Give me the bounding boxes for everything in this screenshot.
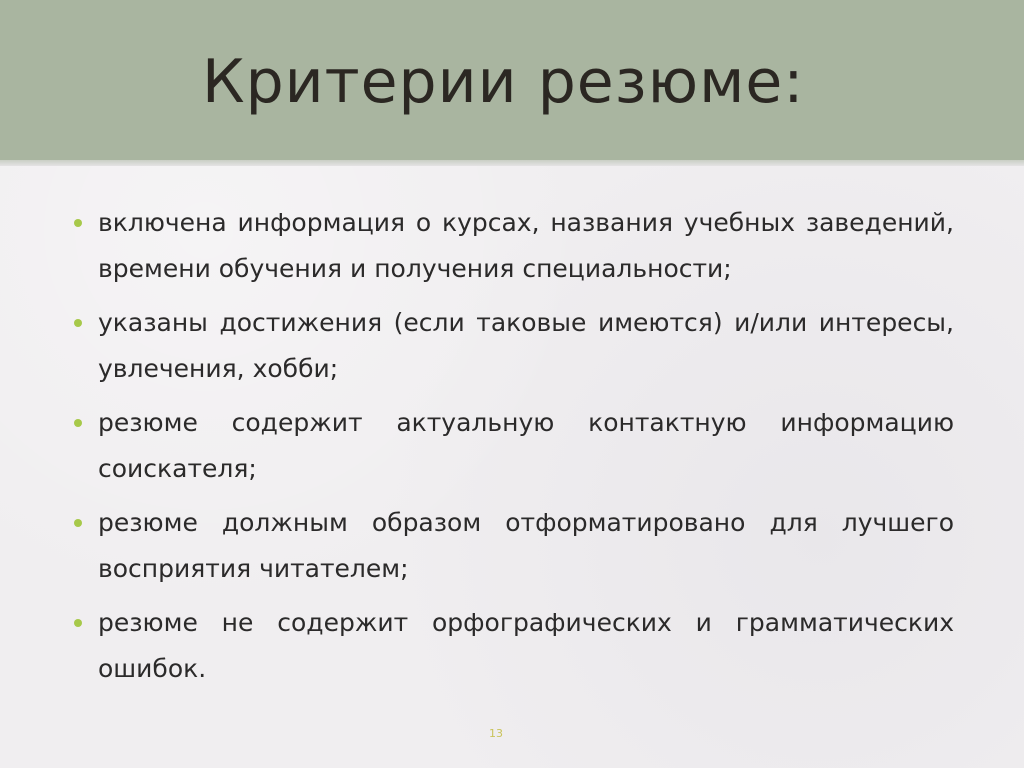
bullet-dot-icon bbox=[74, 619, 82, 627]
bullet-list bbox=[72, 200, 954, 700]
list-item-text: резюме не содержит орфографических и грамматических ошибок. bbox=[98, 608, 954, 683]
list-item bbox=[72, 500, 954, 592]
bullet-dot-icon bbox=[74, 419, 82, 427]
bullet-dot-icon bbox=[74, 219, 82, 227]
page-number: 13 bbox=[489, 727, 503, 740]
list-item bbox=[72, 300, 954, 392]
list-item-text: указаны достижения (если таковые имеются) и/или интересы, увлечения, хобби; bbox=[98, 308, 954, 383]
list-item-text: резюме должным образом отформатировано для лучшего восприятия читателем; bbox=[98, 508, 954, 583]
slide-title: Критерии резюме: bbox=[202, 47, 805, 117]
list-item-text: резюме содержит актуальную контактную информацию соискателя; bbox=[98, 408, 954, 483]
list-item bbox=[72, 600, 954, 692]
list-item-text: включена информация о курсах, названия учебных заведений, времени обучения и получения специальности; bbox=[98, 208, 954, 283]
header-divider bbox=[0, 160, 1024, 166]
bullet-dot-icon bbox=[74, 519, 82, 527]
list-item bbox=[72, 400, 954, 492]
list-item bbox=[72, 200, 954, 292]
bullet-dot-icon bbox=[74, 319, 82, 327]
